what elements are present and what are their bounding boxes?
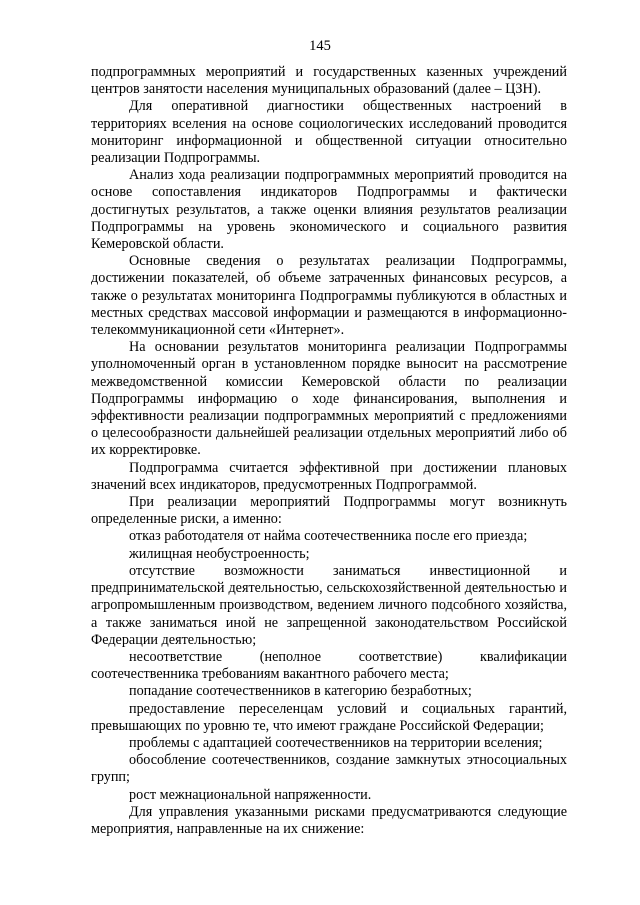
- paragraph-czn-continuation: подпрограммных мероприятий и государственных казенных учреждений центров занятости населения муниципальных образований (далее – ЦЗН).: [91, 64, 567, 98]
- paragraph-monitoring-results: На основании результатов мониторинга реализации Подпрограммы уполномоченный орган в установленном порядке выносит на рассмотрение межведомственной комиссии Кемеровской области по реализации Подпрограммы информацию о ходе финансирования, выполнения и эффективности реализации подпрограммных мероприятий с предложениями о целесообразности дальнейшей реализации отдельных мероприятий либо об их корректировке.: [91, 339, 567, 459]
- paragraph-diagnostics: Для оперативной диагностики общественных настроений в территориях вселения на основе социологических исследований проводится мониторинг информационной и общественной ситуации относительно реализации Подпрограммы.: [91, 98, 567, 167]
- risk-item: проблемы с адаптацией соотечественников на территории вселения;: [129, 734, 543, 751]
- paragraph-publication: Основные сведения о результатах реализации Подпрограммы, достижении показателей, об объеме затраченных финансовых ресурсов, а также о результатах мониторинга Подпрограммы публикуются в областных и местных средствах массовой информации и размещаются в информационно-телекоммуникационной сети «Интернет».: [91, 253, 567, 339]
- risk-item: отказ работодателя от найма соотечественника после его приезда;: [129, 528, 528, 545]
- risk-item: рост межнациональной напряженности.: [129, 786, 372, 803]
- risk-item: обособление соотечественников, создание замкнутых этносоциальных групп;: [91, 752, 567, 786]
- body-text: [91, 64, 567, 838]
- risk-item: предоставление переселенцам условий и социальных гарантий, превышающих по уровню те, что имеют граждане Российской Федерации;: [91, 700, 567, 734]
- risk-item: несоответствие (неполное соответствие) квалификации соотечественника требованиям вакантного рабочего места;: [91, 648, 567, 683]
- paragraph-risks-intro: При реализации мероприятий Подпрограммы могут возникнуть определенные риски, а именно:: [91, 494, 567, 528]
- paragraph-analysis: Анализ хода реализации подпрограммных мероприятий проводится на основе сопоставления индикаторов Подпрограммы и фактически достигнутых результатов, а также оценки влияния результатов реализации Подпрограммы на уровень экономического и социального развития Кемеровской области.: [91, 167, 567, 253]
- risk-item: жилищная необустроенность;: [129, 545, 310, 562]
- paragraph-effectiveness: Подпрограмма считается эффективной при достижении плановых значений всех индикаторов, предусмотренных Подпрограммой.: [91, 459, 567, 493]
- risk-item: отсутствие возможности заниматься инвестиционной и предпринимательской деятельностью, сельскохозяйственной деятельностью и агропромышленным производством, ведением личного подсобного хозяйства, а также заниматься иной не запрещенной законодательством Российской Федерации деятельностью;: [91, 562, 567, 648]
- page-number: 145: [309, 38, 331, 54]
- risk-item: попадание соотечественников в категорию безработных;: [129, 683, 472, 700]
- paragraph-risk-management: Для управления указанными рисками предусматриваются следующие мероприятия, направленные на их снижение:: [91, 803, 567, 837]
